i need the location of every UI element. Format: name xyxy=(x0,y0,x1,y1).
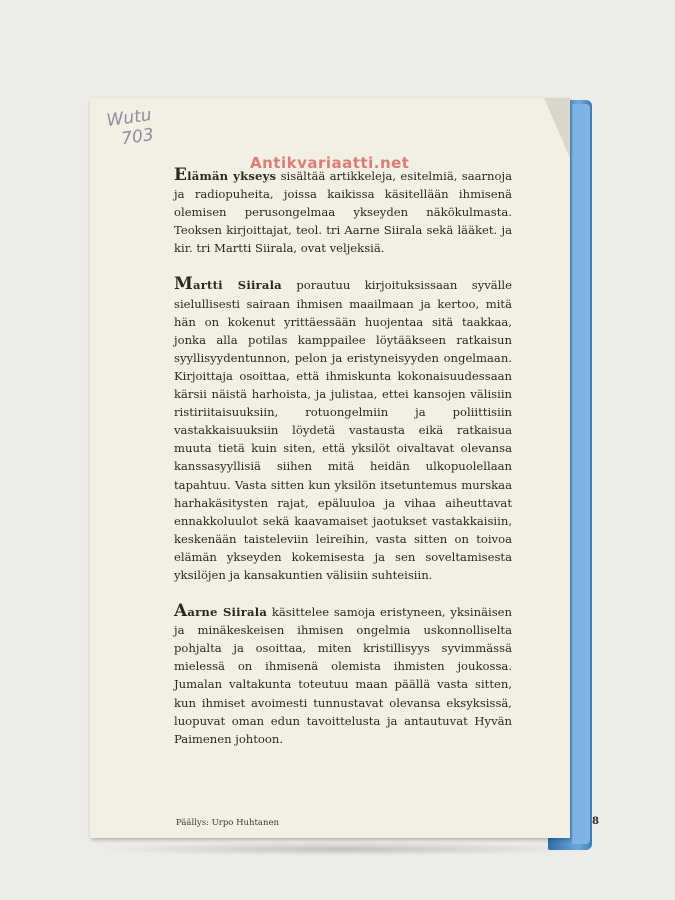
handwritten-note xyxy=(105,105,155,151)
handwriting-line-2: 703 xyxy=(120,124,156,150)
paragraph-2 xyxy=(174,275,512,584)
paragraph-1 xyxy=(174,166,512,257)
watermark-top: Antikvariaatti.net xyxy=(250,154,410,172)
book-shadow xyxy=(92,842,592,856)
page-number: 8 xyxy=(592,816,599,827)
paragraph-2-lead: Martti Siirala xyxy=(174,274,282,295)
paragraph-2-body: porautuu kirjoituksissaan syvälle sielullisesti sairaan ihmisen maailmaan ja kertoo, mitä hän on kokenut yrittäessään huojentaa sitä taakkaa, jonka alla potilas kamppailee löytääkseen ratkaisun syyllisyydentunnon, pelon ja eristyneisyyden ongelmaan. Kirjoittaja osoittaa, että ihmiskunta kokonaisuudessaan kärsii näistä harhoista, ja julistaa, ettei kansojen välisiin ristiriitaisuuksiin, rotuongelmiin ja poliittisiin vastakkaisuuksiin löydetä vastausta eikä ratkaisua muuta tietä kuin siten, että yksilöt oivaltavat olevansa kanssasyyllisiä siihen mitä heidän ulkopuolellaan tapahtuu. Vasta sitten kun yksilön itsetuntemus murskaa harhakäsitysten rajat, epäluuloa ja vihaa aiheuttavat ennakkoluulot sekä kaavamaiset jaotukset vastakkaisiin, keskenään taisteleviin leireihin, vasta sitten on toivoa elämän ykseyden kokemisesta ja sen soveltamisesta yksilöjen ja kansakuntien välisiin suhteisiin. xyxy=(174,278,512,582)
paragraph-3 xyxy=(174,602,512,748)
paragraph-3-body: käsittelee samoja eristyneen, yksinäisen ja minäkeskeisen ihmisen ongelmia uskonnolliselta pohjalta ja osoittaa, miten kristillisyys syvimmässä mielessä on ihmisenä olemista ihmisten joukossa. Jumalan valtakunta toteutuu maan päällä vasta sitten, kun ihmiset avoimesti tunnustavat olevansa eksyksissä, luopuvat oman edun tavoittelusta ja antautuvat Hyvän Paimenen johtoon. xyxy=(174,605,512,746)
paragraph-1-lead: Elämän ykseys xyxy=(174,165,277,185)
paragraph-1-body: sisältää artikkeleja, esitelmiä, saarnoja ja radiopuheita, joissa kaikissa käsitellään ihmisenä olemisen perusongelmaa ykseyden näkökulmasta. Teoksen kirjoittajat, teol. tri Aarne Siirala sekä lääket. ja kir. tri Martti Siirala, ovat veljeksiä. xyxy=(174,169,513,256)
paragraph-3-lead: Aarne Siirala xyxy=(174,601,268,622)
handwriting-line-1: Wutu xyxy=(105,105,153,132)
spine-edge xyxy=(572,104,590,844)
back-cover xyxy=(90,98,599,838)
blurb-text xyxy=(174,166,512,766)
cover-credit: Päällys: Urpo Huhtanen xyxy=(176,818,279,828)
